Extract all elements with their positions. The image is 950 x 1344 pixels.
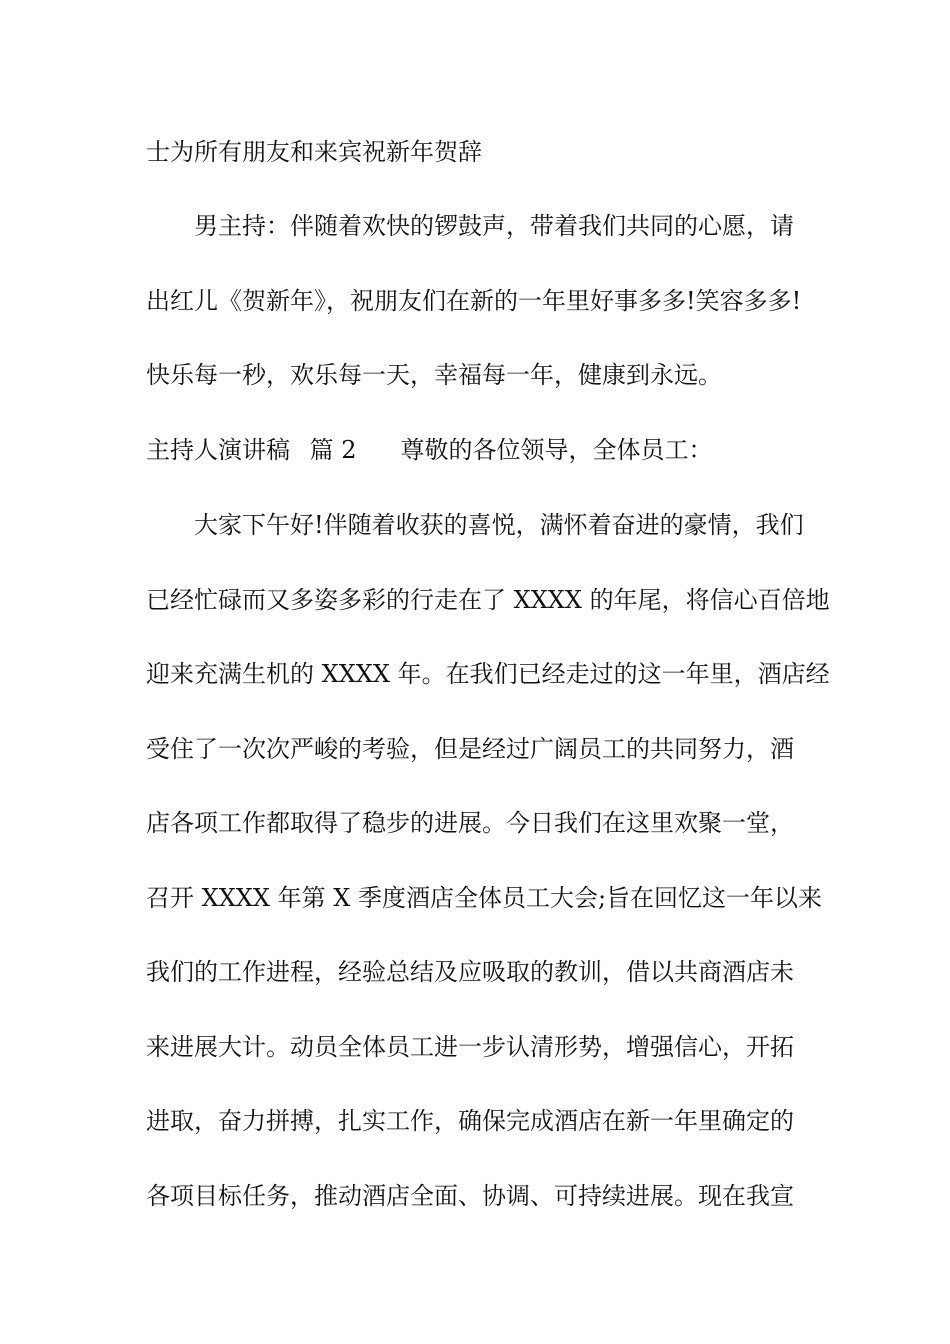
text-line-13: 来进展大计。动员全体员工进一步认清形势，增强信心，开拓 xyxy=(146,1033,794,1061)
text-line-3: 出红儿《贺新年》，祝朋友们在新的一年里好事多多!笑容多多! xyxy=(146,287,802,315)
section-number: 篇 2 xyxy=(309,436,357,464)
text-line-10: 店各项工作都取得了稳步的进展。今日我们在这里欢聚一堂， xyxy=(146,809,794,837)
text-line-6: 大家下午好!伴随着收获的喜悦，满怀着奋进的豪情，我们 xyxy=(194,511,804,539)
text-line-1: 士为所有朋友和来宾祝新年贺辞 xyxy=(146,138,482,166)
text-line-12: 我们的工作进程，经验总结及应吸取的教训，借以共商酒店未 xyxy=(146,958,794,986)
text-line-9: 受住了一次次严峻的考验，但是经过广阔员工的共同努力，酒 xyxy=(146,735,794,763)
section-title: 主持人演讲稿 xyxy=(146,436,290,464)
text-line-8: 迎来充满生机的 XXXX 年。在我们已经走过的这一年里，酒店经 xyxy=(146,660,830,688)
text-line-15: 各项目标任务，推动酒店全面、协调、可持续进展。现在我宣 xyxy=(146,1182,794,1210)
text-line-2: 男主持：伴随着欢快的锣鼓声，带着我们共同的心愿，请 xyxy=(194,212,794,240)
text-line-11: 召开 XXXX 年第 X 季度酒店全体员工大会;旨在回忆这一年以来 xyxy=(146,884,823,912)
text-line-14: 进取，奋力拼搏，扎实工作，确保完成酒店在新一年里确定的 xyxy=(146,1107,794,1135)
greeting-text: 尊敬的各位领导，全体员工： xyxy=(400,436,713,464)
section-heading-line xyxy=(146,435,826,465)
text-line-7: 已经忙碌而又多姿多彩的行走在了 XXXX 的年尾，将信心百倍地 xyxy=(146,586,830,614)
text-line-4: 快乐每一秒，欢乐每一天，幸福每一年，健康到永远。 xyxy=(146,361,722,389)
